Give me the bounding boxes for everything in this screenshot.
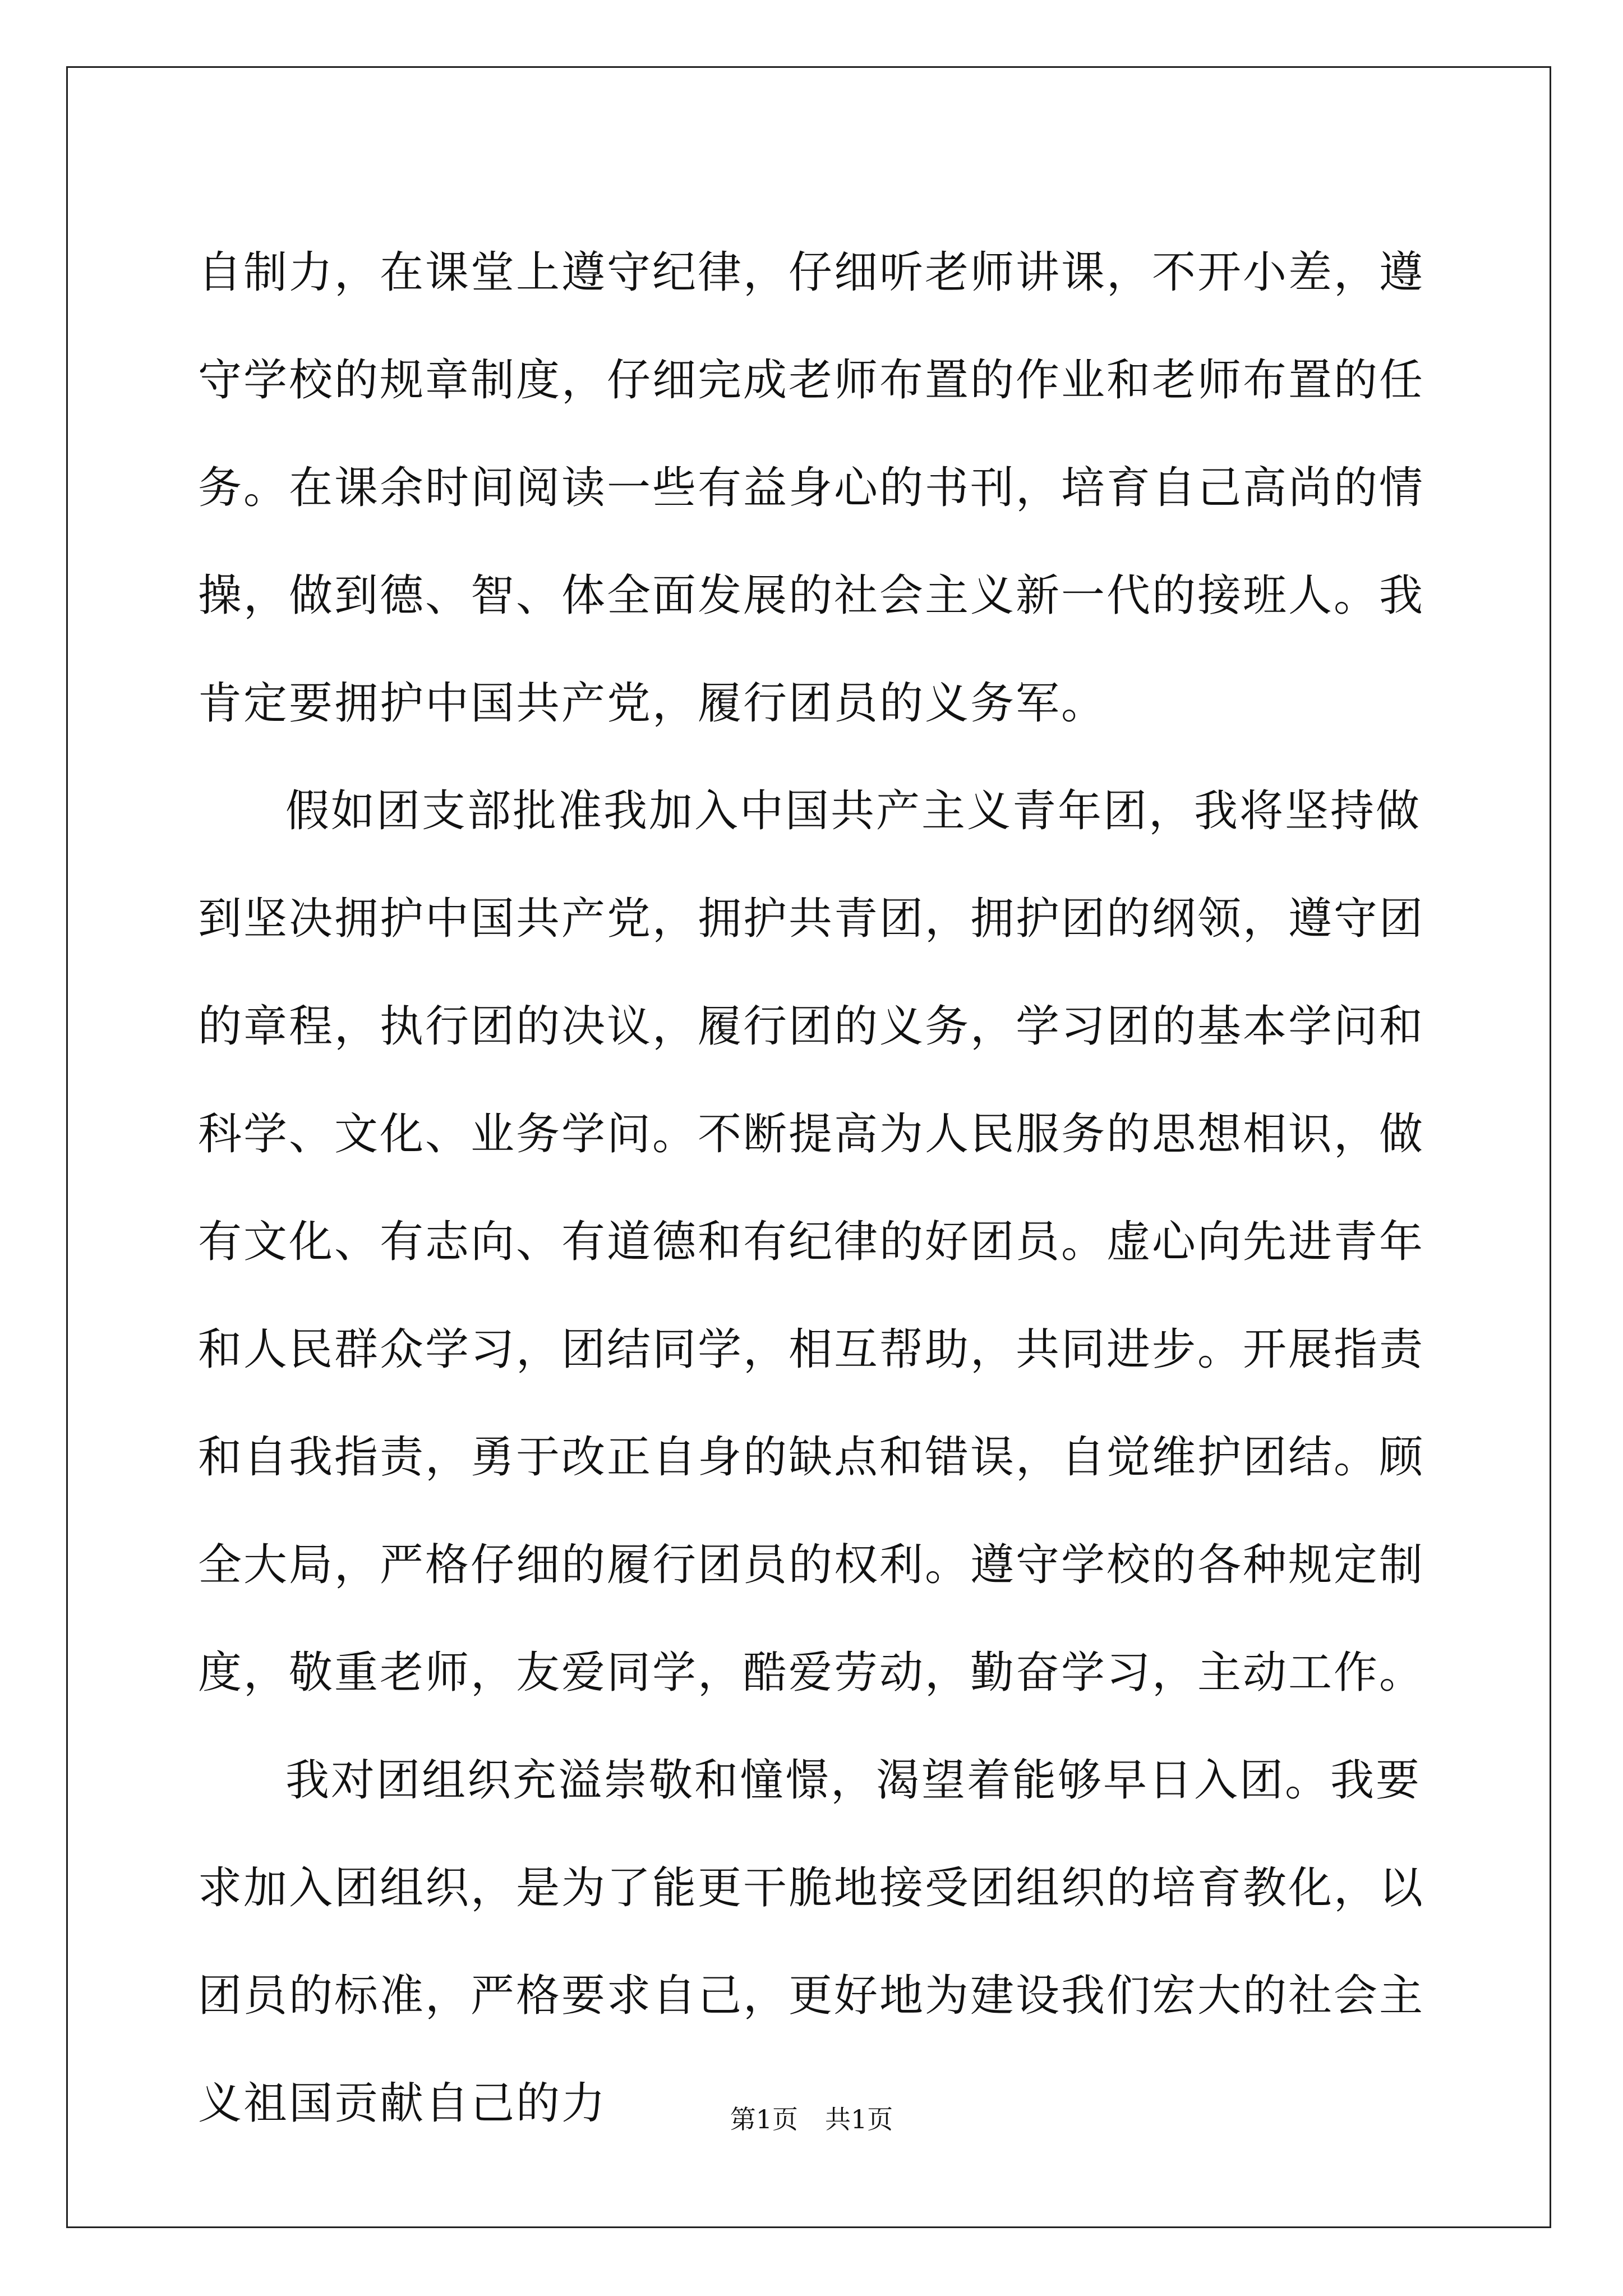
paragraph-1: 自制力，在课堂上遵守纪律，仔细听老师讲课，不开小差，遵守学校的规章制度，仔细完成老师布置的作业和老师布置的任务。在课余时间阅读一些有益身心的书刊，培育自己高尚的情操，做到德、智、体全面发展的社会主义新一代的接班人。我肯定要拥护中国共产党，履行团员的义务军。: [198, 247, 1425, 729]
page-number-total: 共1页: [825, 2104, 893, 2134]
paragraph-2: 假如团支部批准我加入中国共产主义青年团，我将坚持做到坚决拥护中国共产党，拥护共青团，拥护团的纲领，遵守团的章程，执行团的决议，履行团的义务，学习团的基本学问和科学、文化、业务学问。不断提高为人民服务的思想相识，做有文化、有志向、有道德和有纪律的好团员。虚心向先进青年和人民群众学习，团结同学，相互帮助，共同进步。开展指责和自我指责，勇于改正自身的缺点和错误，自觉维护团结。顾全大局，严格仔细的履行团员的权利。遵守学校的各种规定制度，敬重老师，友爱同学，酷爱劳动，勤奋学习，主动工作。: [198, 786, 1425, 1698]
document-body: [198, 219, 1437, 2157]
page-number-current: 第1页: [730, 2104, 798, 2134]
page-footer: [0, 2102, 1623, 2136]
paragraph-3: 我对团组织充溢崇敬和憧憬，渴望着能够早日入团。我要求加入团组织，是为了能更干脆地接受团组织的培育教化，以团员的标准，严格要求自己，更好地为建设我们宏大的社会主义祖国贡献自己的力: [198, 1755, 1425, 2129]
